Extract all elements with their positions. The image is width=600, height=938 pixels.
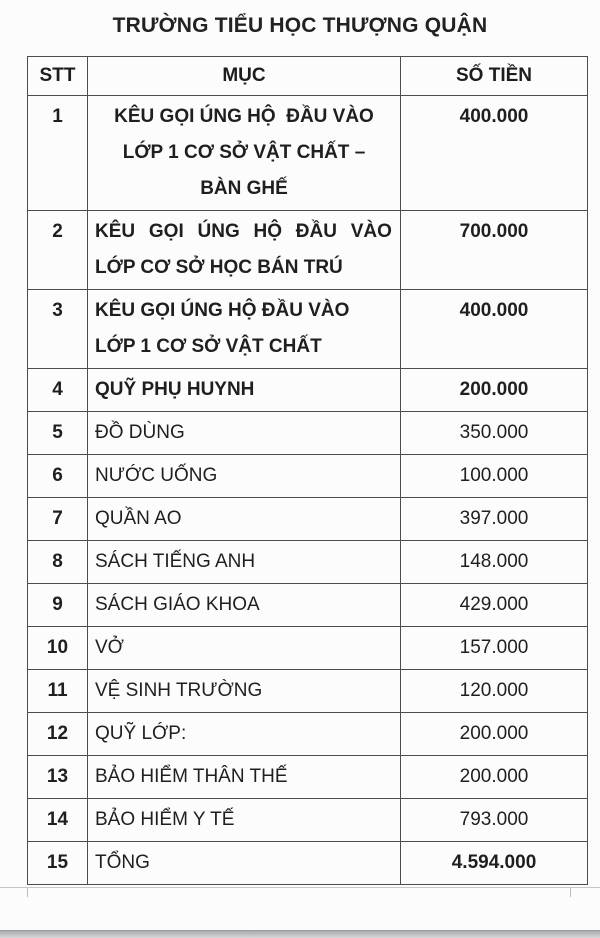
muc-line: BẢO HIỂM THÂN THẾ	[95, 766, 288, 787]
stt-cell: 2	[28, 211, 88, 290]
muc-line: QUỸ LỚP:	[95, 723, 187, 744]
table-row	[28, 290, 588, 369]
table-corner-tick-right	[570, 888, 571, 897]
amount-cell: 397.000	[401, 498, 588, 541]
table-row	[28, 842, 588, 885]
muc-cell	[88, 498, 401, 541]
table-row	[28, 541, 588, 584]
table-row	[28, 96, 588, 211]
muc-cell	[88, 799, 401, 842]
table-row	[28, 369, 588, 412]
stt-cell: 12	[28, 713, 88, 756]
amount-cell: 120.000	[401, 670, 588, 713]
amount-cell: 429.000	[401, 584, 588, 627]
muc-line: VỆ SINH TRƯỜNG	[95, 680, 263, 701]
stt-cell: 11	[28, 670, 88, 713]
muc-line: KÊU GỌI ÚNG HỘ ĐẦU VÀO	[95, 221, 392, 242]
muc-cell	[88, 541, 401, 584]
table-body	[28, 96, 588, 885]
header-stt: STT	[28, 57, 88, 96]
muc-line: KÊU GỌI ÚNG HỘ ĐẦU VÀO	[114, 106, 374, 127]
bottom-scroll-edge-bar	[0, 930, 600, 938]
muc-line: NƯỚC UỐNG	[95, 465, 218, 486]
muc-line: ĐỒ DÙNG	[95, 422, 185, 443]
table-row	[28, 412, 588, 455]
stt-cell: 13	[28, 756, 88, 799]
muc-cell	[88, 713, 401, 756]
amount-cell: 700.000	[401, 211, 588, 290]
stt-cell: 9	[28, 584, 88, 627]
stt-cell: 7	[28, 498, 88, 541]
header-amount: SỐ TIỀN	[401, 57, 588, 96]
muc-cell	[88, 96, 401, 211]
muc-line: QUẦN AO	[95, 508, 182, 529]
amount-cell: 400.000	[401, 96, 588, 211]
muc-line: LỚP 1 CƠ SỞ VẬT CHẤT	[95, 336, 322, 357]
amount-cell: 200.000	[401, 713, 588, 756]
amount-cell: 157.000	[401, 627, 588, 670]
muc-cell	[88, 211, 401, 290]
table-row	[28, 498, 588, 541]
stt-cell: 15	[28, 842, 88, 885]
amount-cell: 350.000	[401, 412, 588, 455]
muc-line: LỚP CƠ SỞ HỌC BÁN TRÚ	[95, 257, 343, 278]
muc-cell	[88, 290, 401, 369]
muc-line: KÊU GỌI ÚNG HỘ ĐẦU VÀO	[95, 300, 350, 321]
muc-cell	[88, 756, 401, 799]
amount-cell: 200.000	[401, 756, 588, 799]
table-row	[28, 713, 588, 756]
table-row	[28, 670, 588, 713]
muc-line: QUỸ PHỤ HUYNH	[95, 379, 255, 400]
amount-cell: 4.594.000	[401, 842, 588, 885]
muc-line: SÁCH GIÁO KHOA	[95, 594, 260, 615]
fee-table	[27, 56, 588, 885]
table-row	[28, 211, 588, 290]
muc-cell	[88, 369, 401, 412]
table-row	[28, 756, 588, 799]
page-footer-area	[0, 887, 600, 888]
stt-cell: 10	[28, 627, 88, 670]
muc-line: TỔNG	[95, 852, 150, 873]
table-corner-tick-left	[27, 888, 28, 897]
muc-line: BẢO HIỂM Y TẾ	[95, 809, 235, 830]
amount-cell: 400.000	[401, 290, 588, 369]
muc-cell	[88, 842, 401, 885]
stt-cell: 8	[28, 541, 88, 584]
table-row	[28, 799, 588, 842]
muc-line: VỞ	[95, 637, 124, 658]
muc-cell	[88, 455, 401, 498]
muc-cell	[88, 670, 401, 713]
stt-cell: 4	[28, 369, 88, 412]
muc-cell	[88, 584, 401, 627]
table-row	[28, 584, 588, 627]
header-row	[28, 57, 588, 96]
amount-cell: 793.000	[401, 799, 588, 842]
amount-cell: 200.000	[401, 369, 588, 412]
header-muc: MỤC	[88, 57, 401, 96]
page-divider-line	[0, 887, 600, 888]
stt-cell: 14	[28, 799, 88, 842]
muc-line: BÀN GHẾ	[200, 178, 288, 199]
muc-cell	[88, 627, 401, 670]
amount-cell: 100.000	[401, 455, 588, 498]
page-title: TRƯỜNG TIỂU HỌC THƯỢNG QUẬN	[112, 14, 488, 37]
stt-cell: 1	[28, 96, 88, 211]
muc-line: SÁCH TIẾNG ANH	[95, 551, 256, 572]
table-row	[28, 627, 588, 670]
stt-cell: 5	[28, 412, 88, 455]
muc-line: LỚP 1 CƠ SỞ VẬT CHẤT –	[122, 142, 366, 163]
muc-cell	[88, 412, 401, 455]
stt-cell: 3	[28, 290, 88, 369]
table-row	[28, 455, 588, 498]
amount-cell: 148.000	[401, 541, 588, 584]
stt-cell: 6	[28, 455, 88, 498]
